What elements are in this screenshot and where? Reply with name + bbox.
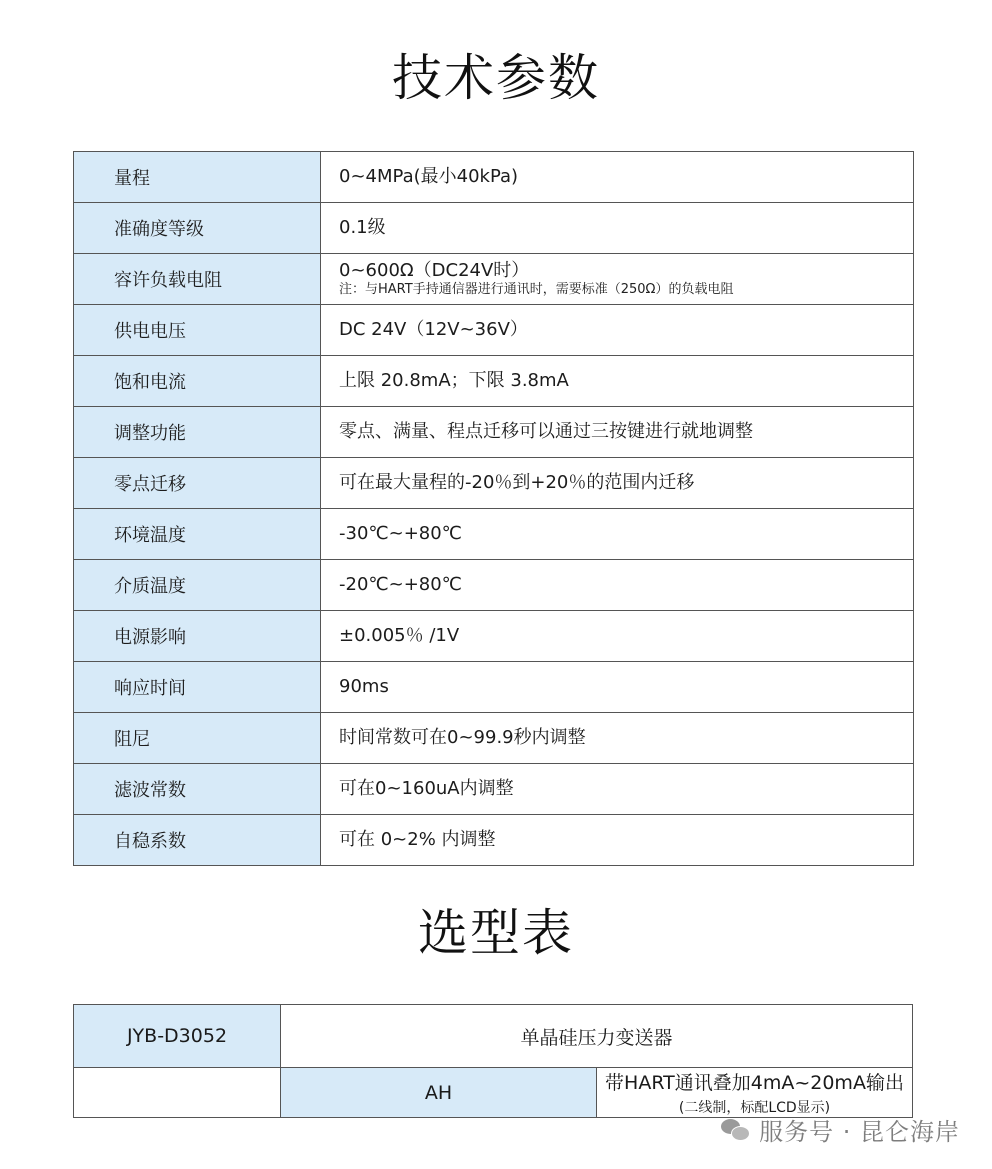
table-row xyxy=(74,254,914,305)
section-title-model-selection: 选型表 xyxy=(418,904,574,962)
table-row xyxy=(74,764,914,815)
model-name: 单晶硅压力变送器 xyxy=(281,1005,913,1068)
table-row xyxy=(74,305,914,356)
table-row xyxy=(74,356,914,407)
spec-value: 上限 20.8mA；下限 3.8mA xyxy=(321,356,914,407)
table-row xyxy=(74,152,914,203)
table-row xyxy=(74,611,914,662)
page-title-technical-params: 技术参数 xyxy=(392,49,600,107)
spec-label: 容许负载电阻 xyxy=(74,254,321,305)
spec-value: 0.1级 xyxy=(321,203,914,254)
table-row xyxy=(74,407,914,458)
spec-note: 注：与HART手持通信器进行通讯时，需要标准（250Ω）的负载电阻 xyxy=(339,281,734,297)
model-code: JYB-D3052 xyxy=(74,1005,281,1068)
spec-value: 时间常数可在0~99.9秒内调整 xyxy=(321,713,914,764)
spec-table xyxy=(73,151,914,866)
option-code: AH xyxy=(281,1068,597,1118)
spec-value: ±0.005％ /1V xyxy=(321,611,914,662)
spec-label: 量程 xyxy=(74,152,321,203)
model-selection-table xyxy=(73,1004,913,1118)
watermark-text: 服务号 · 昆仑海岸 xyxy=(759,1118,960,1146)
spec-label: 阻尼 xyxy=(74,713,321,764)
table-row xyxy=(74,1068,913,1118)
spec-label: 零点迁移 xyxy=(74,458,321,509)
spec-value: 0~4MPa(最小40kPa) xyxy=(321,152,914,203)
spec-value: 可在0~160uA内调整 xyxy=(321,764,914,815)
spec-label: 供电电压 xyxy=(74,305,321,356)
table-row xyxy=(74,203,914,254)
spec-label: 自稳系数 xyxy=(74,815,321,866)
spec-value: 可在最大量程的-20％到+20％的范围内迁移 xyxy=(321,458,914,509)
table-row xyxy=(74,713,914,764)
spec-label: 准确度等级 xyxy=(74,203,321,254)
spec-value: -20℃~+80℃ xyxy=(321,560,914,611)
spec-value: DC 24V（12V~36V） xyxy=(321,305,914,356)
option-description: 带HART通讯叠加4mA~20mA输出(二线制，标配LCD显示) xyxy=(597,1068,913,1118)
table-row xyxy=(74,560,914,611)
spec-label: 滤波常数 xyxy=(74,764,321,815)
spec-value: -30℃~+80℃ xyxy=(321,509,914,560)
table-row xyxy=(74,662,914,713)
spec-value: 零点、满量、程点迁移可以通过三按键进行就地调整 xyxy=(321,407,914,458)
spec-label: 电源影响 xyxy=(74,611,321,662)
watermark xyxy=(721,1112,960,1147)
empty-cell xyxy=(74,1068,281,1118)
spec-label: 介质温度 xyxy=(74,560,321,611)
table-row xyxy=(74,458,914,509)
spec-label: 响应时间 xyxy=(74,662,321,713)
spec-label: 环境温度 xyxy=(74,509,321,560)
spec-value: 90ms xyxy=(321,662,914,713)
wechat-icon xyxy=(721,1117,751,1143)
spec-value: 可在 0~2% 内调整 xyxy=(321,815,914,866)
option-note: (二线制，标配LCD显示) xyxy=(678,1100,831,1116)
spec-label: 饱和电流 xyxy=(74,356,321,407)
table-row xyxy=(74,509,914,560)
table-row xyxy=(74,815,914,866)
spec-label: 调整功能 xyxy=(74,407,321,458)
spec-value: 0~600Ω（DC24V时） 注：与HART手持通信器进行通讯时，需要标准（250Ω）的负载电阻 xyxy=(321,254,914,305)
table-row xyxy=(74,1005,913,1068)
